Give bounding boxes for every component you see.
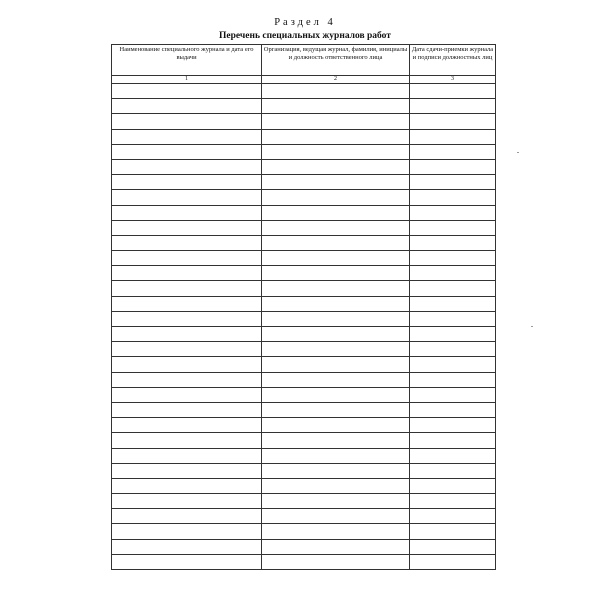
table-cell <box>262 99 410 114</box>
table-row <box>112 418 496 433</box>
table-cell <box>410 281 496 296</box>
document-title: Перечень специальных журналов работ <box>219 31 391 41</box>
table-cell <box>410 175 496 190</box>
table-cell <box>410 84 496 99</box>
table-cell <box>112 509 262 524</box>
table-cell <box>262 129 410 144</box>
table-cell <box>112 342 262 357</box>
table-cell <box>112 327 262 342</box>
table-cell <box>112 281 262 296</box>
table-cell <box>112 311 262 326</box>
table-cell <box>262 418 410 433</box>
table-cell <box>262 190 410 205</box>
table-cell <box>410 524 496 539</box>
table-cell <box>112 190 262 205</box>
table-cell <box>262 448 410 463</box>
header-handover-date: Дата сдачи-приемки журнала и подписи должностных лиц <box>410 45 496 76</box>
table-cell <box>112 99 262 114</box>
table-row <box>112 281 496 296</box>
table-cell <box>410 357 496 372</box>
table-row <box>112 448 496 463</box>
table-cell <box>410 311 496 326</box>
table-cell <box>410 129 496 144</box>
table-cell <box>112 205 262 220</box>
table-cell <box>262 311 410 326</box>
table-row <box>112 509 496 524</box>
column-number-row <box>112 76 496 84</box>
table-row <box>112 327 496 342</box>
table-cell <box>410 99 496 114</box>
column-number-3: 3 <box>410 76 496 84</box>
table-cell <box>410 205 496 220</box>
table-cell <box>262 342 410 357</box>
table-row <box>112 235 496 250</box>
table-cell <box>112 372 262 387</box>
header-organization: Организация, ведущая журнал, фамилия, инициалы и должность ответственного лица <box>262 45 410 76</box>
table-row <box>112 494 496 509</box>
table-cell <box>262 387 410 402</box>
table-cell <box>262 266 410 281</box>
table-row <box>112 251 496 266</box>
table-row <box>112 372 496 387</box>
table-cell <box>262 357 410 372</box>
table-cell <box>410 433 496 448</box>
table-cell <box>112 494 262 509</box>
table-row <box>112 159 496 174</box>
table-cell <box>410 448 496 463</box>
scan-speck <box>531 326 533 327</box>
table-cell <box>410 372 496 387</box>
table-cell <box>410 235 496 250</box>
table-cell <box>112 448 262 463</box>
table-body <box>112 84 496 570</box>
table-cell <box>112 144 262 159</box>
table-cell <box>112 251 262 266</box>
table-cell <box>262 463 410 478</box>
table-row <box>112 524 496 539</box>
table-row <box>112 296 496 311</box>
table-cell <box>410 251 496 266</box>
table-cell <box>262 372 410 387</box>
table-cell <box>112 235 262 250</box>
table-row <box>112 554 496 569</box>
table-cell <box>112 524 262 539</box>
table-cell <box>112 402 262 417</box>
table-row <box>112 205 496 220</box>
table-row <box>112 387 496 402</box>
section-label: Раздел 4 <box>274 17 336 28</box>
table-cell <box>112 433 262 448</box>
table-cell <box>262 494 410 509</box>
table-cell <box>112 387 262 402</box>
table-cell <box>112 463 262 478</box>
table-row <box>112 463 496 478</box>
table-cell <box>262 251 410 266</box>
table-cell <box>262 281 410 296</box>
table-cell <box>410 266 496 281</box>
table-cell <box>410 478 496 493</box>
table-cell <box>112 296 262 311</box>
column-number-1: 1 <box>112 76 262 84</box>
table-cell <box>112 266 262 281</box>
table-cell <box>410 554 496 569</box>
table-cell <box>112 159 262 174</box>
table-cell <box>262 433 410 448</box>
table-row <box>112 342 496 357</box>
table-cell <box>262 524 410 539</box>
table-row <box>112 190 496 205</box>
table-cell <box>262 205 410 220</box>
table-cell <box>112 84 262 99</box>
table-cell <box>262 509 410 524</box>
table-cell <box>262 327 410 342</box>
table-row <box>112 478 496 493</box>
table-cell <box>410 296 496 311</box>
table-cell <box>112 418 262 433</box>
table-row <box>112 175 496 190</box>
table-cell <box>262 554 410 569</box>
table-cell <box>262 220 410 235</box>
table-row <box>112 114 496 129</box>
table-row <box>112 220 496 235</box>
table-cell <box>410 144 496 159</box>
table-cell <box>410 387 496 402</box>
table-cell <box>410 509 496 524</box>
table-row <box>112 433 496 448</box>
table-cell <box>262 402 410 417</box>
table-cell <box>410 463 496 478</box>
table-cell <box>112 554 262 569</box>
table-cell <box>410 114 496 129</box>
table-row <box>112 311 496 326</box>
table-cell <box>262 159 410 174</box>
table-cell <box>262 296 410 311</box>
table-cell <box>410 159 496 174</box>
table-row <box>112 129 496 144</box>
table-cell <box>112 357 262 372</box>
table-row <box>112 266 496 281</box>
table-cell <box>262 539 410 554</box>
table-cell <box>410 539 496 554</box>
table-cell <box>262 175 410 190</box>
table-cell <box>262 235 410 250</box>
table-cell <box>112 478 262 493</box>
table-row <box>112 99 496 114</box>
table-cell <box>410 190 496 205</box>
table-cell <box>410 327 496 342</box>
table-cell <box>112 129 262 144</box>
table-cell <box>112 175 262 190</box>
table-cell <box>410 342 496 357</box>
table-row <box>112 539 496 554</box>
table-row <box>112 402 496 417</box>
table-row <box>112 357 496 372</box>
scan-speck <box>517 152 519 153</box>
table-row <box>112 84 496 99</box>
table-cell <box>262 144 410 159</box>
table-cell <box>410 402 496 417</box>
header-row <box>112 45 496 76</box>
table-cell <box>410 494 496 509</box>
header-journal-name: Наименование специального журнала и дата его выдачи <box>112 45 262 76</box>
table-cell <box>262 114 410 129</box>
column-number-2: 2 <box>262 76 410 84</box>
table-cell <box>112 539 262 554</box>
table-cell <box>112 114 262 129</box>
table-cell <box>262 478 410 493</box>
table-cell <box>262 84 410 99</box>
table-cell <box>410 220 496 235</box>
table-row <box>112 144 496 159</box>
table-cell <box>112 220 262 235</box>
table-cell <box>410 418 496 433</box>
special-journals-table <box>111 44 496 570</box>
